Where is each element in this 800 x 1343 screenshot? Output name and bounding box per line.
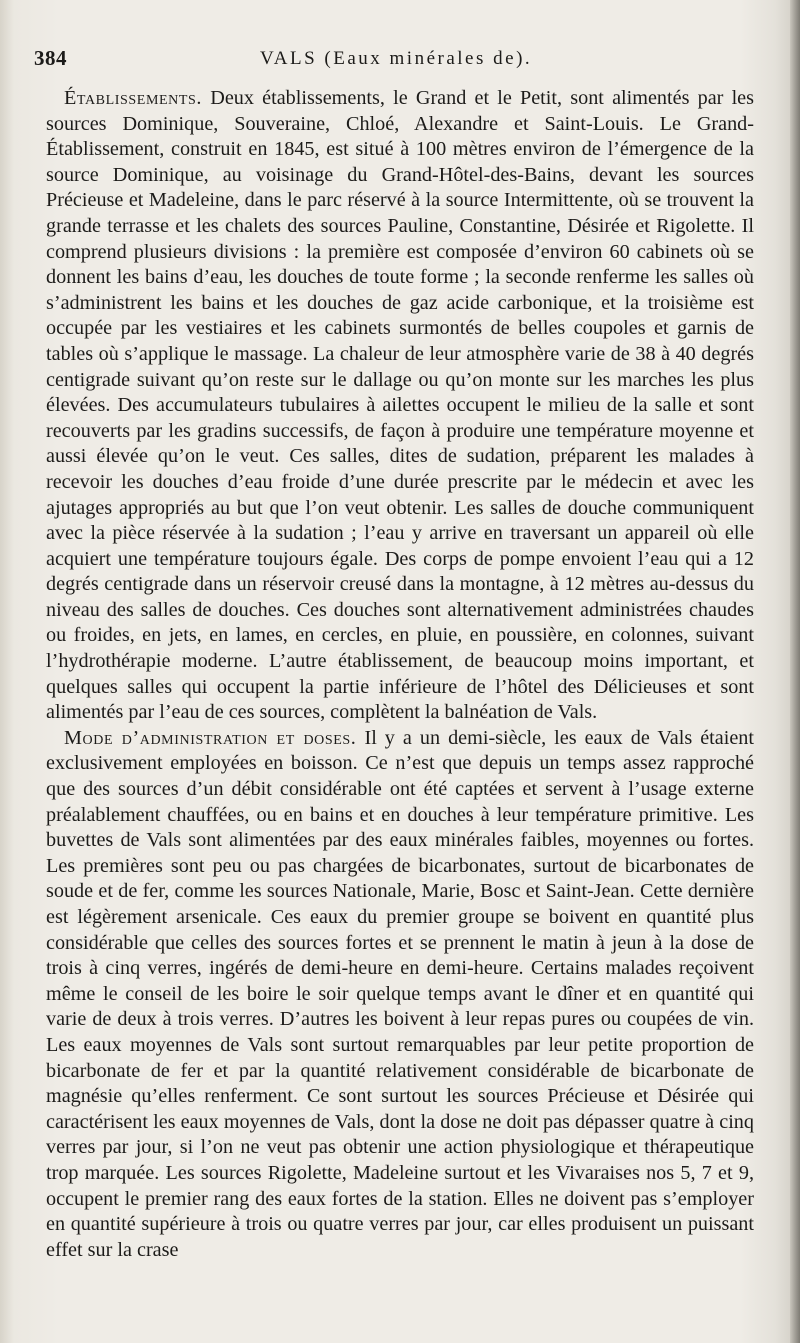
section-heading: Mode d’administration et doses. bbox=[64, 726, 357, 749]
paragraph-text: Deux établissements, le Grand et le Petit, sont alimentés par les sources Dominique, Souveraine, Chloé, Alexandre et Saint-Louis. Le Grand-Établissement, construit en 1845, est situé à 100 mètres environ de l’émergence de la source Dominique, au voisinage du Grand-Hôtel-des-Bains, devant les sources Précieuse et Madeleine, dans le parc réservé à la source Intermittente, où se trouvent la grande terrasse et les chalets des sources Pauline, Constantine, Désirée et Rigolette. Il comprend plusieurs divisions : la première est composée d’environ 60 cabinets où se donnent les bains d’eau, les douches de toute forme ; la seconde renferme les salles où s’administrent les bains et les douches de gaz acide carbonique, et la troisième est occupée par les vestiaires et les cabinets surmontés de belles coupoles et garnis de tables où s’applique le massage. La chaleur de leur atmosphère varie de 38 à 40 degrés centigrade suivant qu’on reste sur le dallage ou qu’on monte sur les marches les plus élevées. Des accumulateurs tubulaires à ailettes occupent le milieu de la salle et sont recouverts par les gradins successifs, de façon à produire une température moyenne et aussi élevée qu’on le veut. Ces salles, dites de sudation, préparent les malades à recevoir les douches d’eau froide d’une durée prescrite par le médecin et avec les ajutages appropriés au but que l’on veut obtenir. Les salles de douche communiquent avec la pièce réservée à la sudation ; l’eau y arrive en traversant un appareil où elle acquiert une température toujours égale. Des corps de pompe envoient l’eau qui a 12 degrés centigrade dans un réservoir creusé dans la montagne, à 12 mètres au-dessus du niveau des salles de douches. Ces douches sont alternativement administrées chaudes ou froides, en jets, en lames, en cercles, en pluie, en poussière, en colonnes, suivant l’hydrothérapie moderne. L’autre établissement, de beaucoup moins important, et quelques salles qui occupent la partie inférieure de l’hôtel des Délicieuses et sont alimentés par l’eau de ces sources, complètent la balnéation de Vals. bbox=[46, 87, 755, 724]
page-number: 384 bbox=[34, 46, 67, 70]
paragraph-etablissements bbox=[46, 86, 754, 726]
body-text bbox=[46, 86, 754, 1263]
page-header bbox=[34, 46, 754, 74]
page-binding-shadow bbox=[790, 0, 800, 1343]
running-title: VALS (Eaux minérales de). bbox=[260, 48, 533, 69]
section-heading: Établissements. bbox=[64, 87, 203, 109]
paragraph-text: Il y a un demi-siècle, les eaux de Vals étaient exclusivement employées en boisson. Ce n’est que depuis un temps assez rapproché que des sources d’un débit considérable ont été captées et servent à l’usage externe préalablement chauffées, ou en bains et en douches à leur température primitive. Les buvettes de Vals sont alimentées par des eaux minérales faibles, moyennes ou fortes. Les premières sont peu ou pas chargées de bicarbonates, surtout de bicarbonates de soude et de fer, comme les sources Nationale, Marie, Bosc et Saint-Jean. Cette dernière est légèrement arsenicale. Ces eaux du premier groupe se boivent en quantité plus considérable que celles des sources fortes et se prennent le matin à jeun à la dose de trois à cinq verres, ingérés de demi-heure en demi-heure. Certains malades reçoivent même le conseil de les boire le soir quelque temps avant le dîner et en quantité qui varie de deux à trois verres. D’autres les boivent à leur repas pures ou coupées de vin. Les eaux moyennes de Vals sont surtout remarquables par leur petite proportion de bicarbonate de fer et par la quantité relativement considérable de bicarbonate de magnésie qu’elles renferment. Ce sont surtout les sources Précieuse et Désirée qui caractérisent les eaux moyennes de Vals, dont la dose ne doit pas dépasser quatre à cinq verres par jour, si l’on ne veut pas obtenir une action physiologique et thérapeutique trop marquée. Les sources Rigolette, Madeleine surtout et les Vivaraises nos 5, 7 et 9, occupent le premier rang des eaux fortes de la station. Elles ne doivent pas s’employer en quantité supérieure à trois ou quatre verres par jour, car elles produisent un puissant effet sur la crase bbox=[46, 726, 754, 1261]
paragraph-mode-administration bbox=[46, 726, 754, 1263]
